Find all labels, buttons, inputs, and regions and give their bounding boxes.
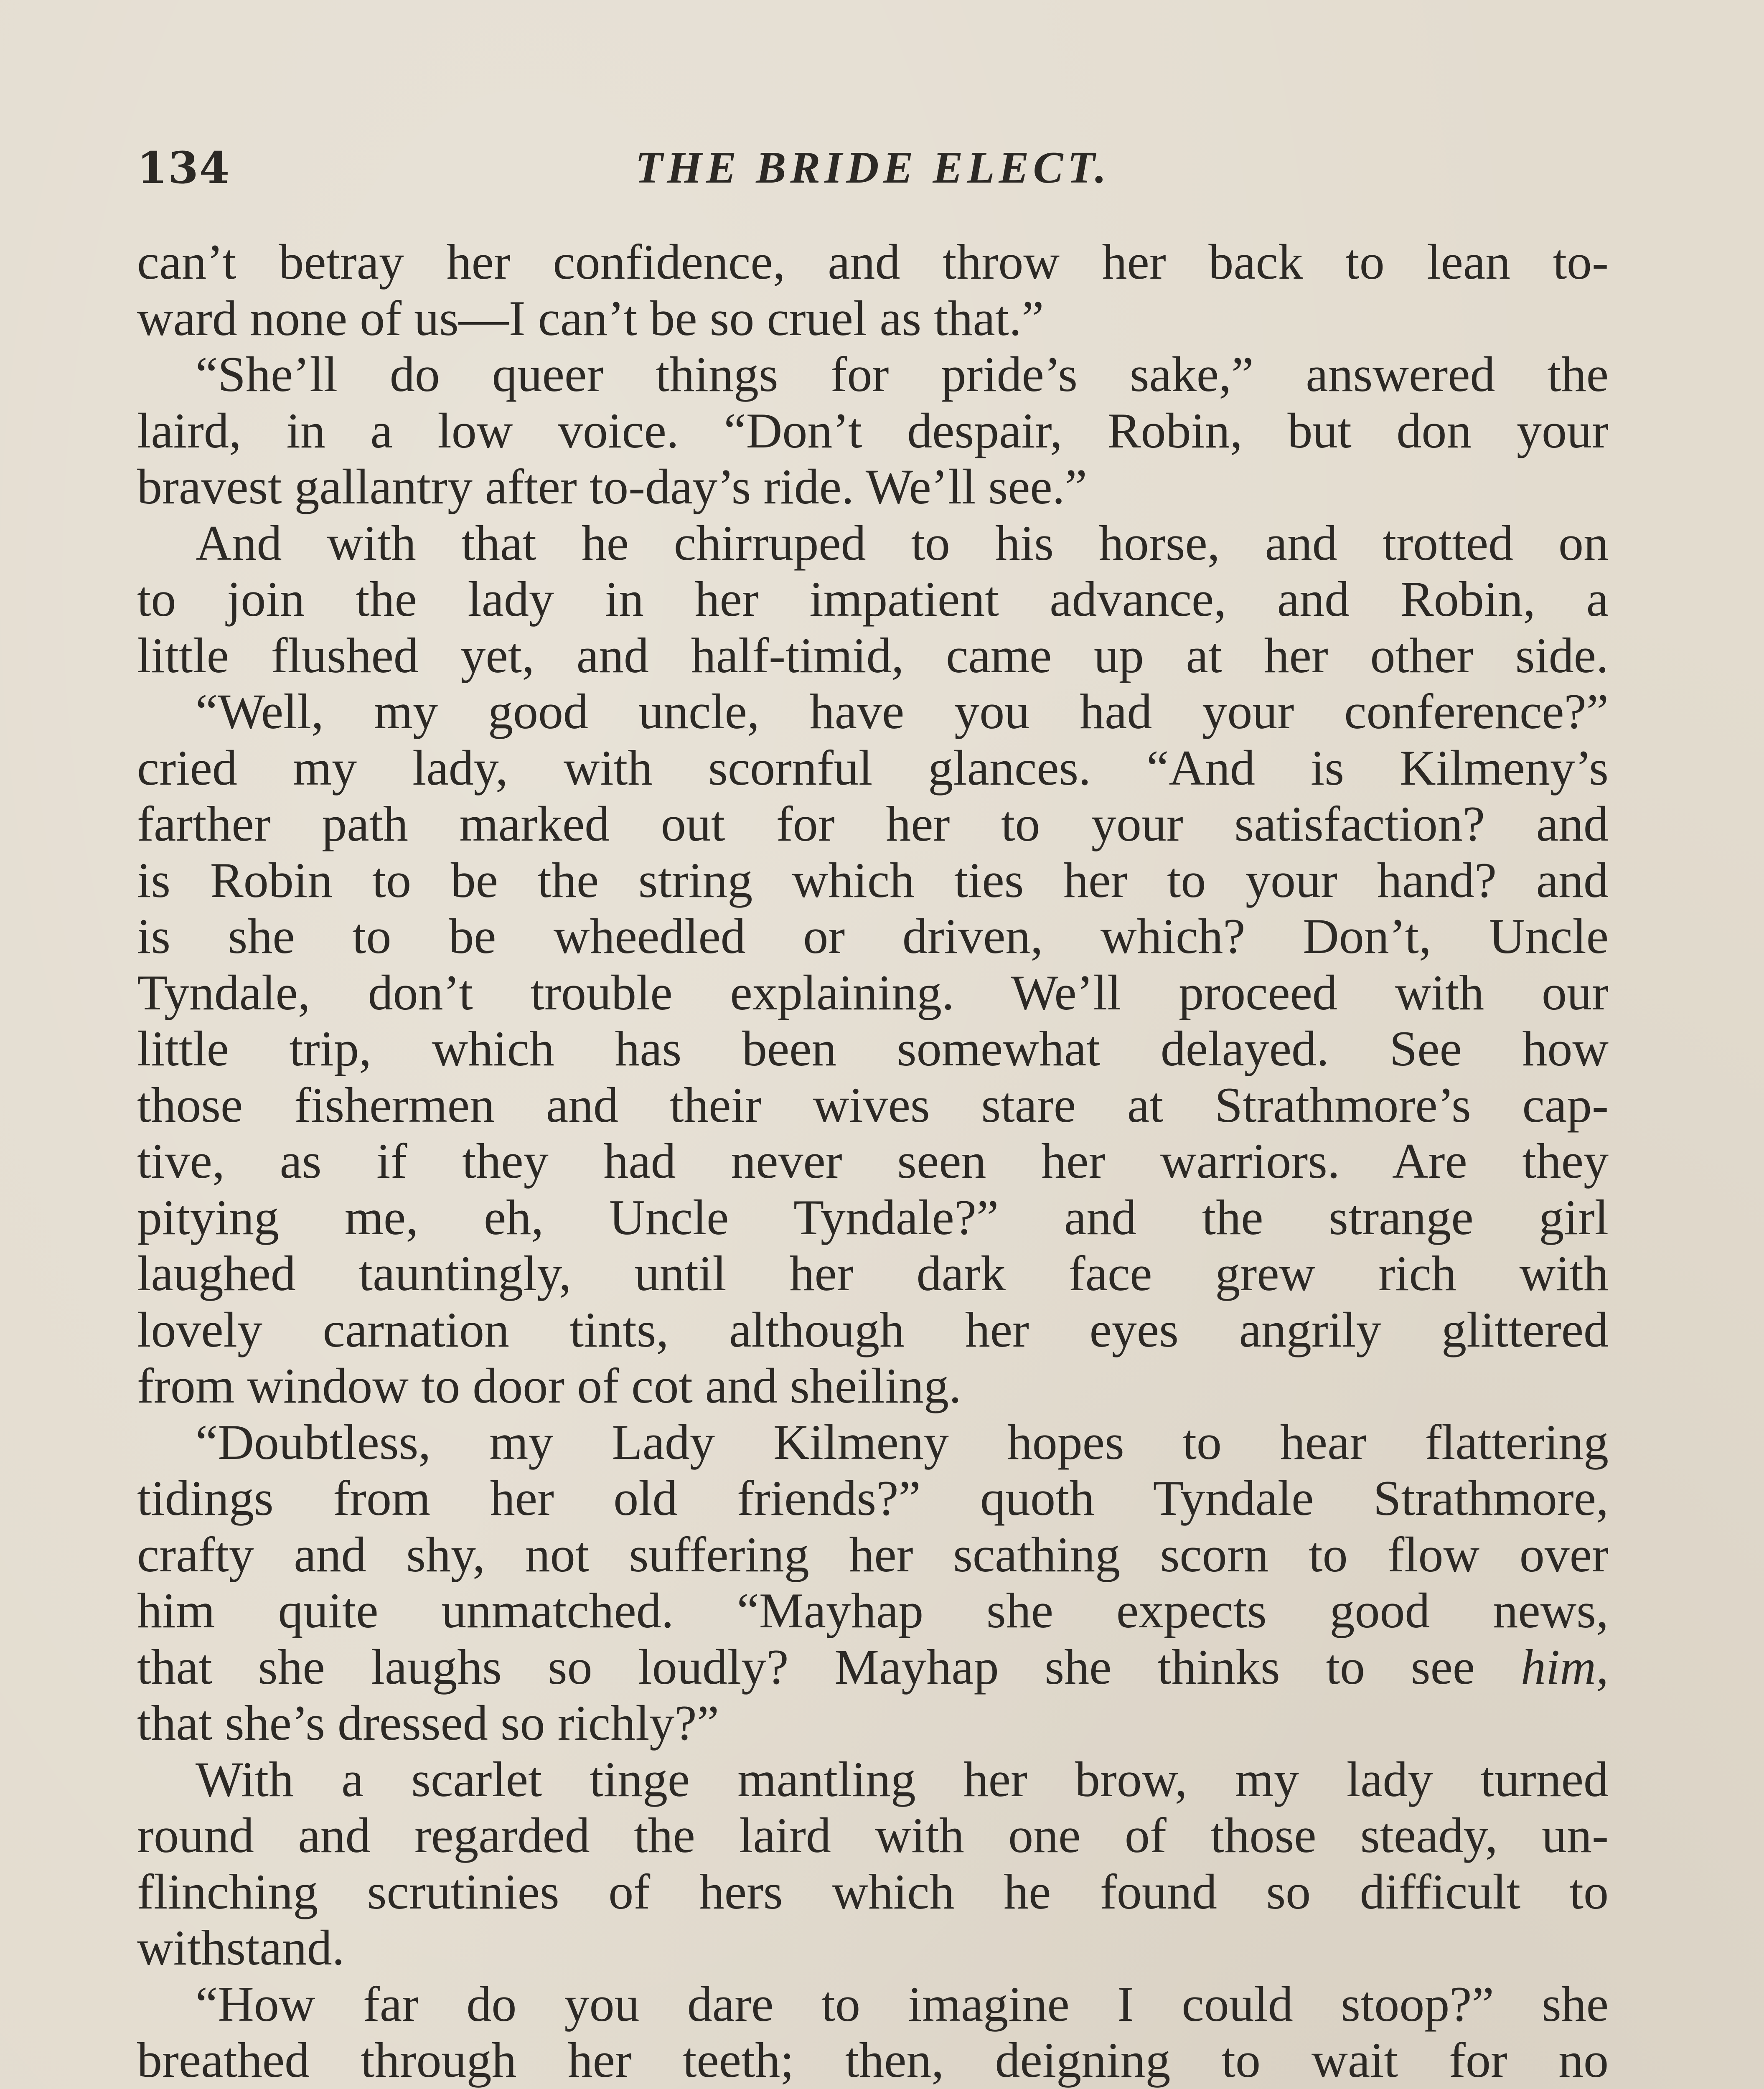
text-line: laughed tauntingly, until her dark face grew rich with xyxy=(137,1245,1609,1301)
text-line: laird, in a low voice. “Don’t despair, Robin, but don your xyxy=(137,402,1609,458)
text-line: And with that he chirruped to his horse, and trotted on xyxy=(196,515,1609,571)
text-line: tive, as if they had never seen her warriors. Are they xyxy=(137,1133,1609,1189)
text-line: that she’s dressed so richly?” xyxy=(137,1695,719,1751)
text-line: those fishermen and their wives stare at Strathmore’s cap- xyxy=(137,1077,1609,1133)
text-line: is she to be wheedled or driven, which? Don’t, Uncle xyxy=(137,908,1609,964)
page-number: 134 xyxy=(137,142,231,193)
text-line: round and regarded the laird with one of those steady, un- xyxy=(137,1807,1609,1863)
text-line: little trip, which has been somewhat delayed. See how xyxy=(137,1021,1609,1076)
text-line: ward none of us—I can’t be so cruel as that.” xyxy=(137,290,1044,346)
italic-word: him, xyxy=(1521,1639,1609,1695)
text-line: pitying me, eh, Uncle Tyndale?” and the strange girl xyxy=(137,1189,1609,1245)
text-line: “Well, my good uncle, have you had your conference?” xyxy=(196,684,1609,739)
running-title: THE BRIDE ELECT. xyxy=(635,143,1111,193)
text-line: breathed through her teeth; then, deigning to wait for no xyxy=(137,2032,1609,2088)
text-line: little flushed yet, and half-timid, came up at her other side. xyxy=(137,627,1609,683)
text-line: crafty and shy, not suffering her scathing scorn to flow over xyxy=(137,1526,1609,1582)
text-line: lovely carnation tints, although her eyes angrily glittered xyxy=(137,1301,1609,1357)
page-header xyxy=(137,138,1609,201)
text-line xyxy=(137,1639,1609,1695)
text-line: flinching scrutinies of hers which he found so difficult to xyxy=(137,1863,1609,1919)
text-line: withstand. xyxy=(137,1920,345,1975)
text-line: from window to door of cot and sheiling. xyxy=(137,1358,962,1413)
text-line: can’t betray her confidence, and throw her back to lean to- xyxy=(137,234,1609,290)
text-line: Tyndale, don’t trouble explaining. We’ll proceed with our xyxy=(137,964,1609,1020)
text-line-segment: that she laughs so loudly? Mayhap she thinks to see xyxy=(137,1639,1521,1695)
body-text xyxy=(137,234,1609,2089)
text-line: to join the lady in her impatient advance, and Robin, a xyxy=(137,571,1609,627)
text-line: “She’ll do queer things for pride’s sake,” answered the xyxy=(196,346,1609,402)
text-line: him quite unmatched. “Mayhap she expects good news, xyxy=(137,1583,1609,1638)
text-line: farther path marked out for her to your satisfaction? and xyxy=(137,796,1609,851)
text-line: “How far do you dare to imagine I could stoop?” she xyxy=(196,1976,1609,2032)
text-line: bravest gallantry after to-day’s ride. We’ll see.” xyxy=(137,459,1087,514)
text-line: tidings from her old friends?” quoth Tyndale Strathmore, xyxy=(137,1470,1609,1526)
text-line: “Doubtless, my Lady Kilmeny hopes to hear flattering xyxy=(196,1414,1609,1470)
text-line: is Robin to be the string which ties her to your hand? and xyxy=(137,852,1609,908)
text-line: With a scarlet tinge mantling her brow, my lady turned xyxy=(196,1751,1609,1807)
text-line: cried my lady, with scornful glances. “And is Kilmeny’s xyxy=(137,740,1609,795)
